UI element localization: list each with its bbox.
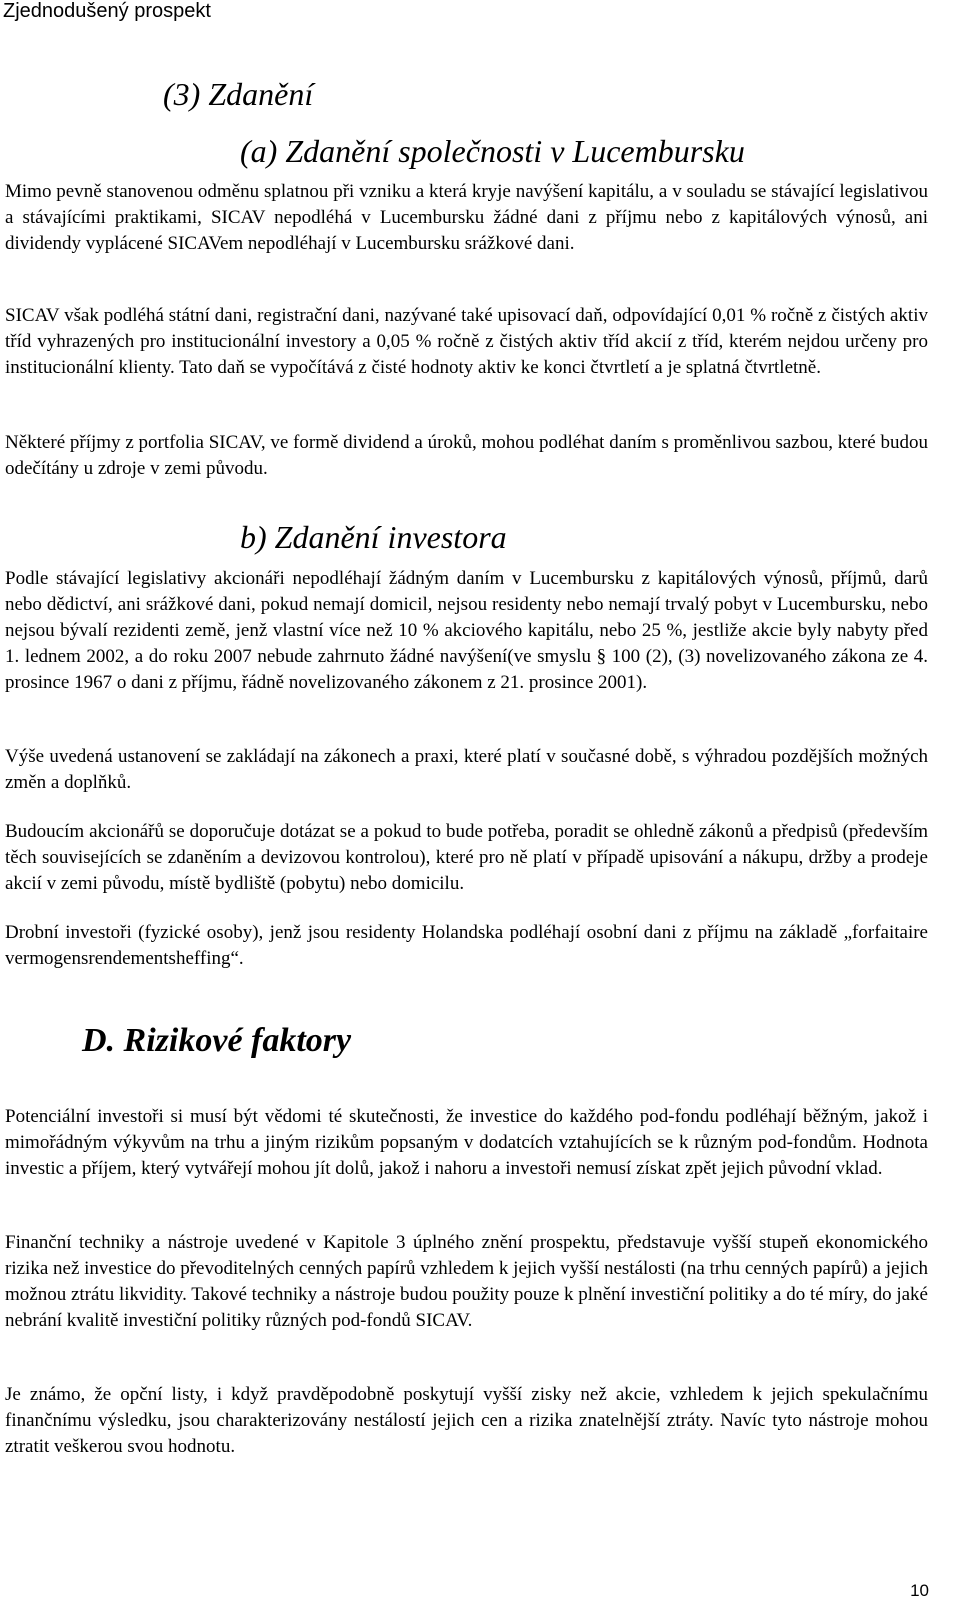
paragraph-investor-tax-4: Drobní investoři (fyzické osoby), jenž jsou residenty Holandska podléhají osobní dani z příjmu na základě „forfaitaire vermogensrendementsheffing“. xyxy=(5,922,928,969)
paragraph-company-tax-3: Některé příjmy z portfolia SICAV, ve formě dividend a úroků, mohou podléhat daním s proměnlivou sazbou, které budou odečítány u zdroje v zemi původu. xyxy=(5,432,928,479)
paragraph-investor-tax-2: Výše uvedená ustanovení se zakládají na zákonech a praxi, které platí v současné době, s výhradou pozdějších možných změn a doplňků. xyxy=(5,746,928,793)
section-heading-taxation: (3) Zdanění xyxy=(163,76,314,112)
paragraph-investor-tax-1: Podle stávající legislativy akcionáři nepodléhají žádným daním v Lucembursku z kapitálových výnosů, příjmů, darů nebo dědictví, ani srážkové dani, pokud nemají domicil, nejsou residenty nebo nemají trvalý pobyt v Lucembursku, nebo nejsou bývalí rezidenti země, jenž vlastní více než 10 % akciového kapitálu, nebo 25 %, jestliže akcie byly nabyty před 1. lednem 2002, a do roku 2007 nebude zahrnuto žádné navýšení(ve smyslu § 100 (2), (3) novelizovaného zákona ze 4. prosince 1967 o dani z příjmu, řádně novelizovaného zákonem z 21. prosince 2001). xyxy=(5,568,928,693)
paragraph-risk-3: Je známo, že opční listy, i když pravděpodobně poskytují vyšší zisky než akcie, vzhledem k jejich spekulačnímu finančnímu výsledku, jsou charakterizovány nestálostí jejich cen a rizika znatelnější ztráty. Navíc tyto nástroje mohou ztratit veškerou svou hodnotu. xyxy=(5,1384,928,1457)
section-heading-risk-factors: D. Rizikové faktory xyxy=(82,1022,352,1059)
paragraph-risk-1: Potenciální investoři si musí být vědomi té skutečnosti, že investice do každého pod-fondu podléhají běžným, jakož i mimořádným výkyvům na trhu a jiným rizikům popsaným v dodatcích vztahujících se k různým pod-fondům. Hodnota investic a příjem, který vytvářejí mohou jít dolů, jakož i nahoru a investoři nemusí získat zpět jejich původní vklad. xyxy=(5,1106,928,1179)
document-header: Zjednodušený prospekt xyxy=(3,0,211,22)
section-heading-investor-tax: b) Zdanění investora xyxy=(240,519,507,555)
paragraph-company-tax-1: Mimo pevně stanovenou odměnu splatnou při vzniku a která kryje navýšení kapitálu, a v souladu se stávající legislativou a stávajícími praktikami, SICAV nepodléhá v Lucembursku žádné dani z příjmu nebo z kapitálových výnosů, ani dividendy vyplácené SICAVem nepodléhají v Lucembursku srážkové dani. xyxy=(5,181,928,254)
paragraph-investor-tax-3: Budoucím akcionářů se doporučuje dotázat se a pokud to bude potřeba, poradit se ohledně zákonů a předpisů (především těch souvisejících se zdaněním a devizovou kontrolou), které pro ně platí v případě upisování a nákupu, držby a prodeje akcií v zemi původu, místě bydliště (pobytu) nebo domicilu. xyxy=(5,821,928,894)
paragraph-company-tax-2: SICAV však podléhá státní dani, registrační dani, nazývané také upisovací daň, odpovídající 0,01 % ročně z čistých aktiv tříd vyhrazených pro institucionální investory a 0,05 % ročně z čistých aktiv tříd akcií z tříd, kterém nejdou určeny pro institucionální klienty. Tato daň se vypočítává z čisté hodnoty aktiv ke konci čtvrtletí a je splatná čtvrtletně. xyxy=(5,305,928,378)
page-number: 10 xyxy=(910,1581,929,1600)
paragraph-risk-2: Finanční techniky a nástroje uvedené v Kapitole 3 úplného znění prospektu, představuje vyšší stupeň ekonomického rizika než investice do převoditelných cenných papírů vzhledem k jejich vyšší nestálosti (na trhu cenných papírů) a jejich možnou ztrátu likvidity. Takové techniky a nástroje budou použity pouze k plnění investiční politiky a do té míry, do jaké nebrání kvalitě investiční politiky různých pod-fondů SICAV. xyxy=(5,1232,928,1331)
section-heading-company-tax: (a) Zdanění společnosti v Lucembursku xyxy=(240,133,745,169)
